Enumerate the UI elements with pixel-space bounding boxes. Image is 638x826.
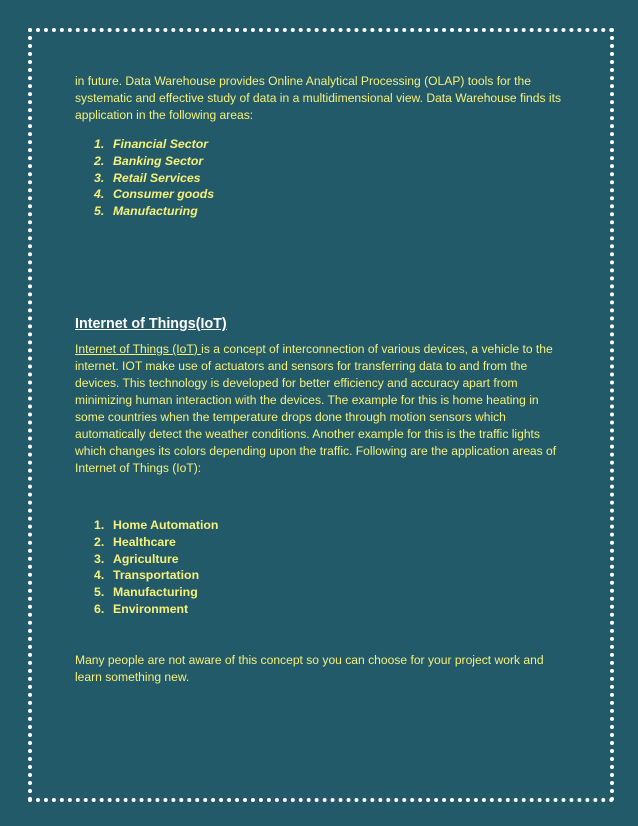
list-item <box>75 153 567 170</box>
iot-body-text: is a concept of interconnection of various devices, a vehicle to the internet. IOT make use of actuators and sensors for transferring data to and from the devices. This technology is developed for better efficiency and accuracy apart from minimizing human interaction with the devices. The example for this is home heating in some countries when the temperature drops done through motion sensors which automatically detect the weather conditions. Another example for this is the traffic lights which changes its colors depending upon the traffic. Following are the application areas of Internet of Things (IoT): <box>75 341 557 475</box>
list-item-number: 3. <box>94 170 105 185</box>
list-item <box>75 170 567 187</box>
list-item <box>75 186 567 203</box>
list-item-number: 1. <box>94 517 105 532</box>
list-item <box>75 584 567 601</box>
list-item <box>75 534 567 551</box>
list-item-number: 4. <box>94 187 105 202</box>
list-item-label: Manufacturing <box>113 585 198 600</box>
list-item-number: 2. <box>94 153 105 168</box>
list-item <box>75 203 567 220</box>
list-item <box>75 551 567 568</box>
iot-term: Internet of Things (IoT) <box>75 341 202 356</box>
list-item <box>75 567 567 584</box>
list-item-number: 2. <box>94 534 105 549</box>
list-item <box>75 517 567 534</box>
intro-paragraph: in future. Data Warehouse provides Online Analytical Processing (OLAP) tools for the systematic and effective study of data in a multidimensional view. Data Warehouse finds its application in the following areas: <box>75 74 562 122</box>
list-item-label: Retail Services <box>113 170 201 185</box>
document-content <box>75 73 567 686</box>
list-item-number: 6. <box>94 601 105 616</box>
list-item-label: Manufacturing <box>113 204 198 219</box>
data-warehouse-application-list <box>75 136 567 220</box>
list-item-number: 1. <box>94 137 105 151</box>
list-item-label: Environment <box>113 601 189 616</box>
list-item-label: Transportation <box>113 568 200 583</box>
list-item <box>75 601 567 618</box>
iot-application-list <box>75 517 567 618</box>
list-item-label: Banking Sector <box>113 153 204 168</box>
closing-paragraph: Many people are not aware of this concept so you can choose for your project work and learn something new. <box>75 652 544 684</box>
iot-section-heading: Internet of Things(IoT) <box>75 315 227 332</box>
list-item-number: 5. <box>94 585 105 600</box>
list-item-number: 4. <box>94 568 105 583</box>
list-item-label: Agriculture <box>113 551 179 566</box>
list-item-label: Financial Sector <box>113 137 208 151</box>
list-item-label: Consumer goods <box>113 187 215 202</box>
iot-paragraph <box>75 341 567 477</box>
list-item-label: Healthcare <box>113 534 176 549</box>
list-item-number: 3. <box>94 551 105 566</box>
list-item-number: 5. <box>94 204 105 219</box>
list-item-label: Home Automation <box>113 517 219 532</box>
list-item <box>75 136 567 153</box>
